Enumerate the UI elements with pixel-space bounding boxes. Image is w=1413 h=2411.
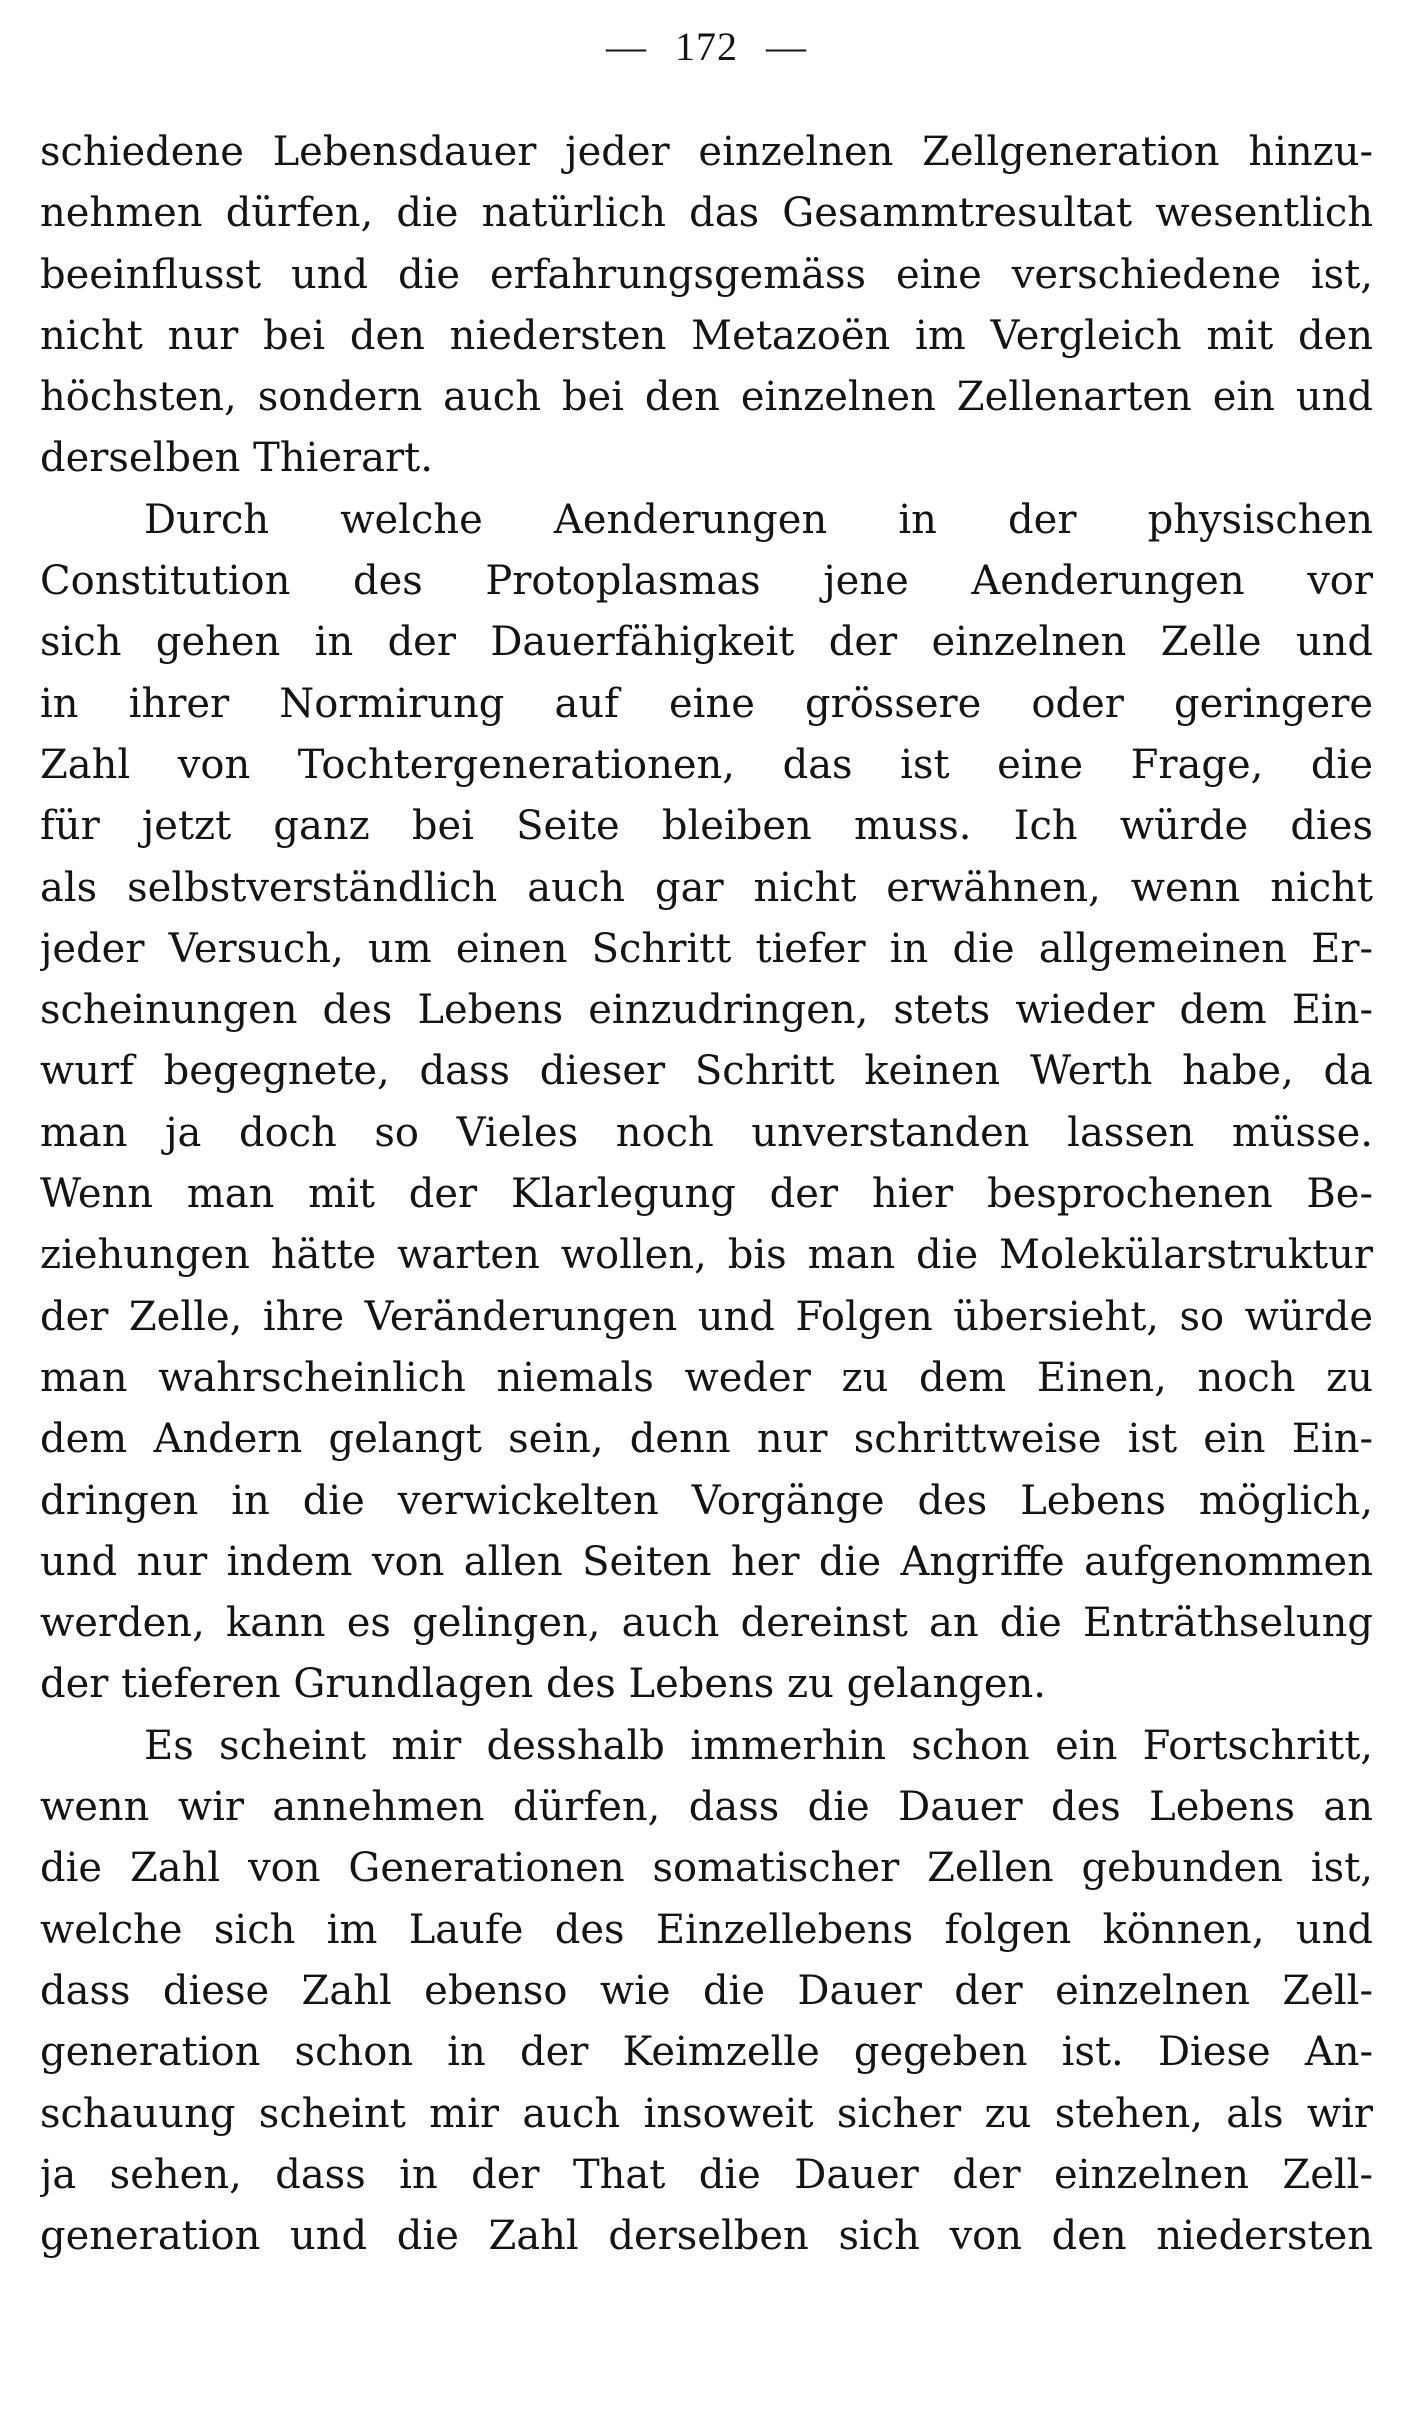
paragraph-1 (40, 122, 1373, 490)
text-line: der Zelle, ihre Veränderungen und Folgen übersieht, so würde (40, 1293, 1373, 1340)
text-line: dass diese Zahl ebenso wie die Dauer der einzelnen Zell- (40, 1967, 1373, 2014)
page-number: 172 (675, 24, 738, 69)
text-line: schauung scheint mir auch insoweit sicher zu stehen, als wir (40, 2090, 1373, 2137)
text-column (40, 122, 1373, 2267)
text-line: und nur indem von allen Seiten her die Angriffe aufgenommen (40, 1538, 1373, 1585)
header-dash-right: — (766, 24, 807, 69)
text-line: man ja doch so Vieles noch unverstanden lassen müsse. (40, 1109, 1373, 1156)
header-dash-left: — (606, 24, 647, 69)
text-line: man wahrscheinlich niemals weder zu dem Einen, noch zu (40, 1354, 1373, 1401)
paragraph-2 (40, 490, 1373, 1716)
text-line: Es scheint mir desshalb immerhin schon ein Fortschritt, (144, 1722, 1373, 1769)
text-line: in ihrer Normirung auf eine grössere oder geringere (40, 680, 1373, 727)
text-line: Zahl von Tochtergenerationen, das ist eine Frage, die (40, 741, 1373, 788)
text-line: dem Andern gelangt sein, denn nur schrittweise ist ein Ein- (40, 1416, 1373, 1463)
text-line: jeder Versuch, um einen Schritt tiefer in die allgemeinen Er- (40, 925, 1373, 972)
text-line: ja sehen, dass in der That die Dauer der einzelnen Zell- (40, 2151, 1373, 2198)
text-line: der tieferen Grundlagen des Lebens zu gelangen. (40, 1661, 1047, 1708)
text-line: Durch welche Aenderungen in der physischen (144, 496, 1373, 543)
text-line: nicht nur bei den niedersten Metazoën im Vergleich mit den (40, 312, 1373, 359)
text-line: für jetzt ganz bei Seite bleiben muss. Ich würde dies (40, 803, 1373, 850)
text-line: nehmen dürfen, die natürlich das Gesammtresultat wesentlich (40, 190, 1373, 237)
text-line: derselben Thierart. (40, 435, 433, 482)
text-line: werden, kann es gelingen, auch dereinst an die Enträthselung (40, 1600, 1373, 1647)
text-line: wenn wir annehmen dürfen, dass die Dauer des Lebens an (40, 1784, 1373, 1831)
text-line: welche sich im Laufe des Einzellebens folgen können, und (40, 1906, 1373, 1953)
text-line: Wenn man mit der Klarlegung der hier besprochenen Be- (40, 1171, 1373, 1218)
text-line: ziehungen hätte warten wollen, bis man die Molekülarstruktur (40, 1232, 1373, 1279)
text-line: beeinflusst und die erfahrungsgemäss eine verschiedene ist, (40, 251, 1373, 298)
text-line: generation schon in der Keimzelle gegeben ist. Diese An- (40, 2029, 1373, 2076)
text-line: die Zahl von Generationen somatischer Zellen gebunden ist, (40, 1845, 1373, 1892)
text-line: dringen in die verwickelten Vorgänge des Lebens möglich, (40, 1477, 1373, 1524)
text-line: scheinungen des Lebens einzudringen, stets wieder dem Ein- (40, 987, 1373, 1034)
text-line: generation und die Zahl derselben sich von den niedersten (40, 2213, 1373, 2260)
paragraph-3 (40, 1716, 1373, 2268)
text-line: wurf begegnete, dass dieser Schritt keinen Werth habe, da (40, 1048, 1373, 1095)
text-line: schiedene Lebensdauer jeder einzelnen Zellgeneration hinzu- (40, 129, 1373, 175)
page-header (0, 22, 1413, 72)
text-line: Constitution des Protoplasmas jene Aenderungen vor (40, 558, 1373, 605)
text-line: als selbstverständlich auch gar nicht erwähnen, wenn nicht (40, 864, 1373, 911)
text-line: sich gehen in der Dauerfähigkeit der einzelnen Zelle und (40, 619, 1373, 666)
text-line: höchsten, sondern auch bei den einzelnen Zellenarten ein und (40, 374, 1373, 421)
